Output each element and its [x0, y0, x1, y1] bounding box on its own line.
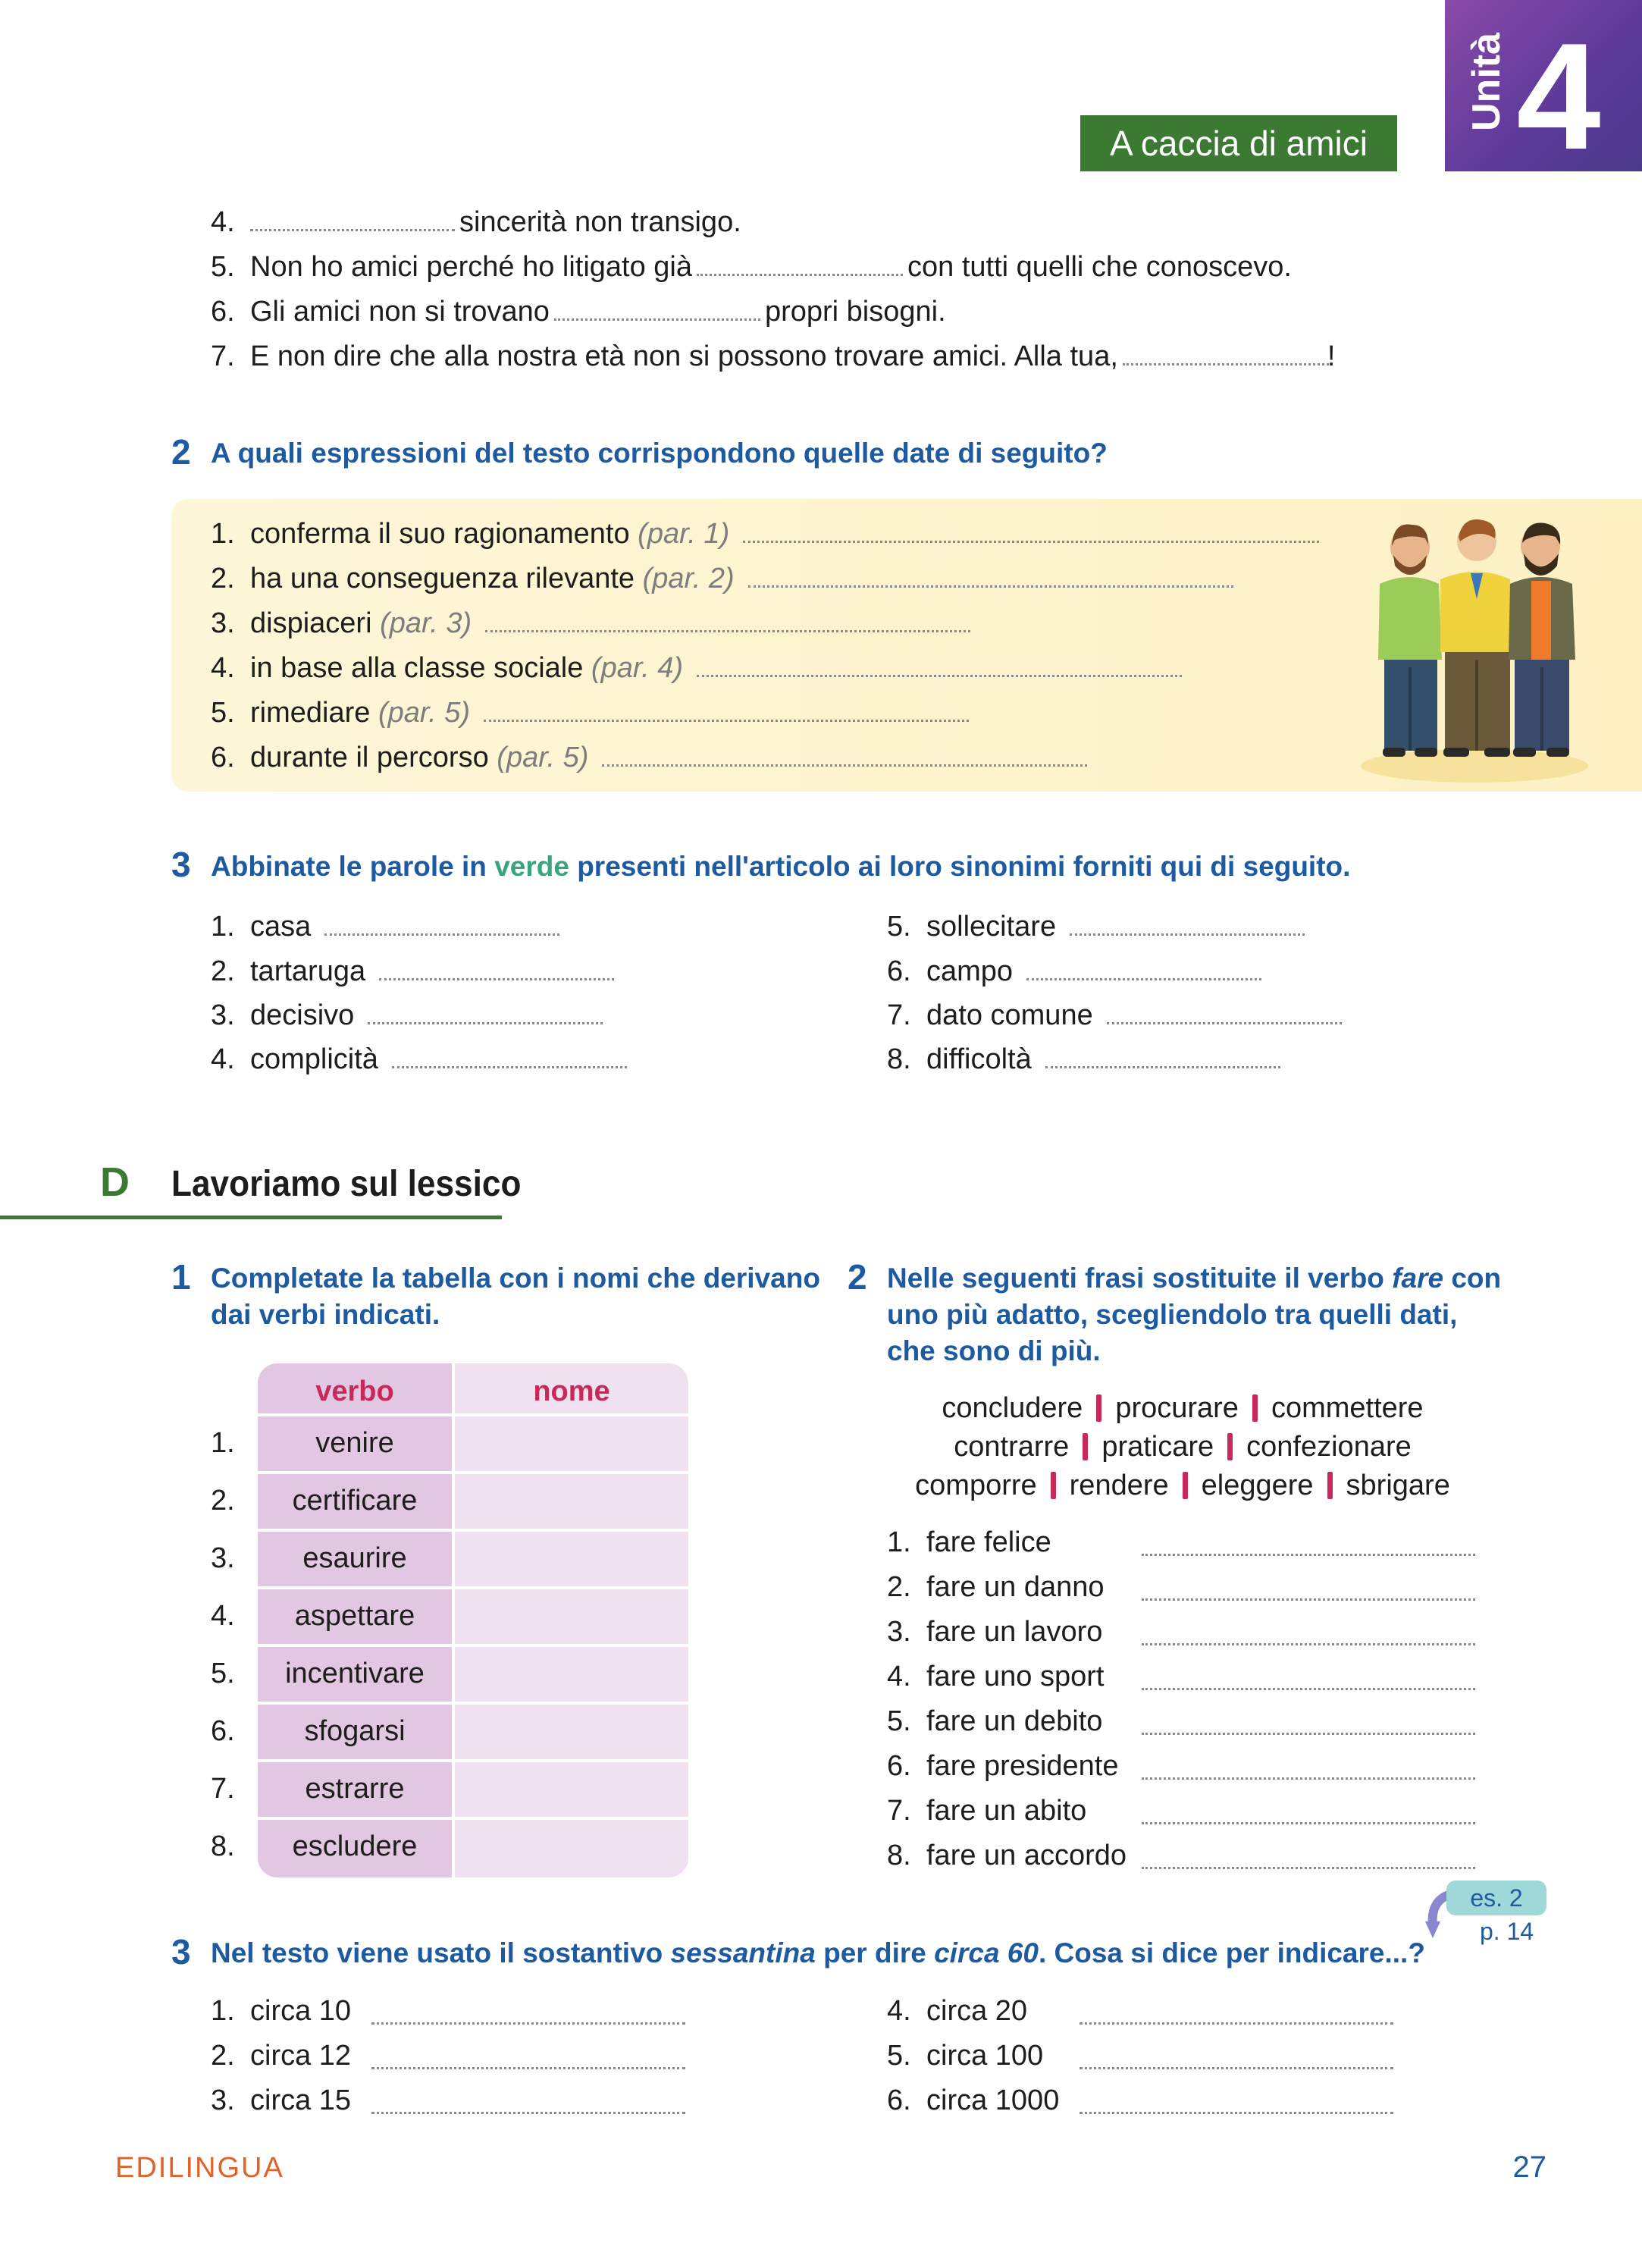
- answer-blank[interactable]: [1142, 1531, 1475, 1556]
- answer-blank[interactable]: [1142, 1799, 1475, 1824]
- answer-blank[interactable]: [1123, 340, 1329, 365]
- section-letter: D: [100, 1159, 130, 1205]
- table-cell-nome-input[interactable]: [455, 1762, 688, 1817]
- exercise-number: 3: [171, 1932, 191, 1972]
- answer-blank[interactable]: [485, 607, 970, 632]
- table-cell-nome-input[interactable]: [455, 1416, 688, 1471]
- answer-blank[interactable]: [392, 1043, 627, 1068]
- answer-blank[interactable]: [1107, 999, 1342, 1024]
- exercise-instruction: Abbinate le parole in verde presenti nell'articolo ai loro sinonimi forniti qui di seguito.: [211, 851, 1351, 882]
- table-cell-verbo: esaurire: [302, 1542, 407, 1574]
- table-cell-verbo: estrarre: [305, 1773, 405, 1805]
- answer-blank[interactable]: [554, 296, 760, 321]
- answer-blank[interactable]: [1142, 1620, 1475, 1645]
- separator: [1051, 1472, 1056, 1499]
- word-option: contrarre: [954, 1431, 1070, 1463]
- table-cell-nome-input[interactable]: [455, 1474, 688, 1529]
- answer-blank[interactable]: [371, 2044, 685, 2069]
- page-ref-label: p. 14: [1480, 1918, 1534, 1945]
- table-row-number: 4.: [211, 1600, 235, 1632]
- answer-blank[interactable]: [1142, 1844, 1475, 1869]
- answer-blank[interactable]: [1142, 1710, 1475, 1735]
- section-title: Lavoriamo sul lessico: [171, 1164, 522, 1204]
- word-option: confezionare: [1246, 1431, 1412, 1463]
- unit-label: Unità: [1465, 33, 1509, 131]
- answer-blank[interactable]: [1045, 1043, 1280, 1068]
- word-bank-row: [834, 1468, 1531, 1503]
- unit-badge: [1445, 0, 1642, 181]
- separator: [1083, 1433, 1088, 1460]
- word-option: comporre: [915, 1470, 1037, 1501]
- answer-blank[interactable]: [1080, 2089, 1393, 2114]
- table-row-number: 6.: [211, 1715, 235, 1747]
- answer-blank[interactable]: [379, 955, 614, 980]
- publisher-logo: EDILINGUA: [115, 2152, 284, 2184]
- answer-blank[interactable]: [1142, 1576, 1475, 1601]
- word-option: sbrigare: [1346, 1470, 1450, 1501]
- answer-blank[interactable]: [484, 697, 969, 722]
- column-header-verbo: verbo: [315, 1376, 394, 1407]
- answer-blank[interactable]: [748, 563, 1233, 588]
- word-option: procurare: [1115, 1392, 1239, 1424]
- exercise-ref-label: es. 2: [1446, 1881, 1546, 1915]
- workbook-reference[interactable]: [1425, 1877, 1554, 1950]
- answer-blank[interactable]: [1080, 2000, 1393, 2025]
- unit-title: A caccia di amici: [1080, 115, 1397, 171]
- table-row-number: 8.: [211, 1830, 235, 1862]
- table-cell-verbo: escludere: [292, 1830, 418, 1862]
- answer-blank[interactable]: [324, 911, 559, 936]
- column-header-nome: nome: [533, 1376, 610, 1407]
- exercise-instruction-line: dai verbi indicati.: [211, 1299, 440, 1330]
- answer-blank[interactable]: [602, 742, 1087, 767]
- answer-blank[interactable]: [371, 2000, 685, 2025]
- separator: [1183, 1472, 1188, 1499]
- table-row-number: 7.: [211, 1773, 235, 1805]
- section-rule: [0, 1216, 502, 1219]
- answer-blank[interactable]: [1080, 2044, 1393, 2069]
- table-row-number: 2.: [211, 1485, 235, 1517]
- separator: [1252, 1394, 1258, 1422]
- answer-blank[interactable]: [1142, 1755, 1475, 1780]
- answer-blank[interactable]: [368, 999, 603, 1024]
- answer-blank[interactable]: [697, 652, 1182, 677]
- exercise-number: 2: [848, 1257, 867, 1297]
- unit-number: 4: [1516, 12, 1601, 181]
- table-cell-nome-input[interactable]: [455, 1532, 688, 1586]
- answer-blank[interactable]: [1142, 1665, 1475, 1690]
- table-cell-nome-input[interactable]: [455, 1820, 688, 1877]
- table-cell-nome-input[interactable]: [455, 1647, 688, 1702]
- answer-blank[interactable]: [697, 251, 903, 276]
- separator: [1227, 1433, 1233, 1460]
- table-cell-nome-input[interactable]: [455, 1705, 688, 1759]
- table-cell-verbo: certificare: [292, 1485, 418, 1517]
- exercise-instruction-line: uno più adatto, scegliendolo tra quelli dati,: [887, 1299, 1458, 1330]
- word-option: eleggere: [1201, 1470, 1314, 1501]
- word-option: commettere: [1271, 1392, 1424, 1424]
- friends-illustration: [1349, 500, 1600, 789]
- exercise-instruction: A quali espressioni del testo corrispondono quelle date di seguito?: [211, 438, 1108, 469]
- exercise-instruction-line: che sono di più.: [887, 1335, 1101, 1366]
- verb-noun-table: [258, 1363, 688, 1877]
- table-cell-verbo: venire: [315, 1427, 394, 1459]
- table-row-number: 3.: [211, 1542, 235, 1574]
- word-bank-row: [834, 1391, 1531, 1426]
- word-bank-row: [834, 1429, 1531, 1464]
- exercise-number: 1: [171, 1257, 191, 1297]
- answer-blank[interactable]: [250, 206, 455, 231]
- word-option: praticare: [1101, 1431, 1214, 1463]
- answer-blank[interactable]: [371, 2089, 685, 2114]
- word-option: concludere: [942, 1392, 1083, 1424]
- answer-blank[interactable]: [1026, 955, 1261, 980]
- exercise-instruction: Nel testo viene usato il sostantivo sessantina per dire circa 60. Cosa si dice per indicare...?: [211, 1937, 1425, 1968]
- table-cell-verbo: aspettare: [294, 1600, 415, 1632]
- word-option: rendere: [1069, 1470, 1169, 1501]
- table-row-number: 1.: [211, 1427, 235, 1459]
- page-number: 27: [1512, 2150, 1546, 2184]
- exercise-instruction-line: Nelle seguenti frasi sostituite il verbo fare con: [887, 1263, 1502, 1294]
- table-cell-nome-input[interactable]: [455, 1589, 688, 1644]
- exercise-number: 2: [171, 432, 191, 472]
- separator: [1096, 1394, 1101, 1422]
- table-row-number: 5.: [211, 1658, 235, 1689]
- table-cell-verbo: sfogarsi: [304, 1715, 406, 1747]
- separator: [1327, 1472, 1333, 1499]
- table-cell-verbo: incentivare: [285, 1658, 425, 1689]
- answer-blank[interactable]: [1070, 911, 1305, 936]
- answer-blank[interactable]: [743, 518, 1319, 543]
- exercise-instruction-line: Completate la tabella con i nomi che derivano: [211, 1263, 820, 1294]
- exercise-number: 3: [171, 845, 191, 884]
